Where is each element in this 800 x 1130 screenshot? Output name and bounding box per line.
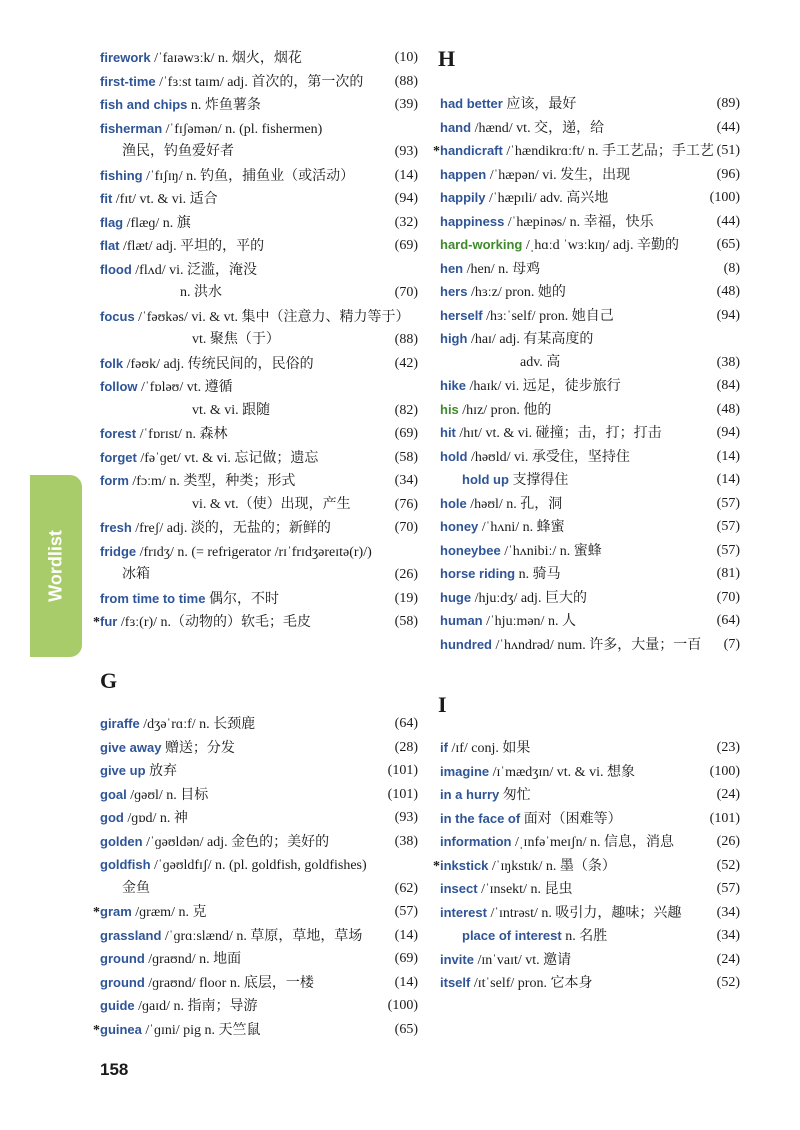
entry-text <box>440 785 531 806</box>
entry-text <box>180 283 222 303</box>
definition: 金鱼 <box>122 880 150 896</box>
headword: high <box>440 331 468 346</box>
definition: 匆忙 <box>502 788 531 803</box>
page-ref: (65) <box>716 237 740 252</box>
definition: /hɜːz/ pron. 她的 <box>470 285 566 300</box>
page-ref: (32) <box>394 214 418 230</box>
page-ref: (94) <box>394 191 418 206</box>
entry-text <box>440 832 674 853</box>
headword: hundred <box>440 636 492 652</box>
definition: /dʒəˈrɑːf/ n. 长颈鹿 <box>143 717 256 732</box>
definition: /ɡɒd/ n. 神 <box>127 811 188 826</box>
entry-text <box>100 785 208 806</box>
entry-text <box>440 611 576 632</box>
entry-text <box>100 72 363 93</box>
definition: 偶尔，不时 <box>208 591 279 607</box>
page-ref: (57) <box>716 519 740 534</box>
headword: hand <box>440 119 472 135</box>
headword: information <box>440 834 512 849</box>
definition: /frɪdʒ/ n. (= refrigerator /rɪˈfrɪdʒəreɪtə(r)/) <box>139 544 372 560</box>
entry-text <box>100 119 322 140</box>
entry-text <box>100 354 314 375</box>
definition: /ˈfaɪəwɜːk/ n. 烟火，烟花 <box>154 51 302 66</box>
headword: inkstick <box>440 857 489 873</box>
headword: fisherman <box>100 120 163 136</box>
entry-text <box>100 166 354 187</box>
entry-text <box>440 950 571 971</box>
star-marker: * <box>93 1022 100 1038</box>
definition: /hɪz/ pron. 他的 <box>462 402 552 418</box>
entry-text <box>100 973 314 994</box>
star-marker: * <box>93 615 100 630</box>
entry-text <box>433 856 616 877</box>
entry-text <box>440 879 572 900</box>
entry-text <box>440 903 681 924</box>
entry-text <box>100 738 235 759</box>
page-ref: (44) <box>716 119 740 135</box>
definition: /haɪ/ adj. 有某高度的 <box>470 332 594 347</box>
entry-text <box>100 424 227 445</box>
headword: huge <box>440 589 472 605</box>
definition: /ˈfɒləʊ/ vt. 遵循 <box>141 380 233 395</box>
entry-text <box>192 495 351 515</box>
entry-text <box>100 448 318 469</box>
page-number: 158 <box>100 1060 129 1079</box>
page-ref: (7) <box>723 636 740 652</box>
headword: ground <box>100 951 145 966</box>
page-ref: (14) <box>716 448 740 464</box>
entry-text <box>440 94 576 115</box>
section-letter-h: H <box>438 46 456 71</box>
entry-text <box>122 879 150 899</box>
headword: focus <box>100 308 135 324</box>
definition: /ɡaɪd/ n. 指南；导游 <box>138 999 258 1014</box>
headword: honeybee <box>440 542 501 558</box>
headword: hike <box>440 378 467 393</box>
definition: n. 骑马 <box>518 567 561 582</box>
section-letter-g: G <box>100 668 118 693</box>
page-ref: (101) <box>387 786 418 802</box>
definition: /ˈɡəʊldən/ adj. 金色的；美好的 <box>146 834 330 850</box>
definition: /ˈhʌndrəd/ num. 许多，大量；一百 <box>495 637 702 653</box>
page-ref: (101) <box>387 763 418 778</box>
definition: /ˌɪnfəˈmeɪʃn/ n. 信息，消息 <box>515 835 675 850</box>
headword: fishing <box>100 167 143 183</box>
page-ref: (69) <box>394 951 418 966</box>
page-ref: (14) <box>394 974 418 990</box>
page-ref: (58) <box>394 614 418 629</box>
headword: forest <box>100 426 137 441</box>
definition: /həʊld/ vi. 承受住，坚持住 <box>470 449 630 465</box>
page-ref: (48) <box>716 401 740 417</box>
definition: /fəˈɡet/ vt. & vi. 忘记做；遗忘 <box>140 450 319 466</box>
entry-text <box>440 738 530 759</box>
page-ref: (82) <box>394 402 418 418</box>
headword: ground <box>100 974 145 990</box>
definition: /haɪk/ vi. 远足，徒步旅行 <box>469 379 621 394</box>
star-marker: * <box>433 144 440 159</box>
page-ref: (64) <box>716 613 740 628</box>
definition: /ɡəʊl/ n. 目标 <box>130 787 209 803</box>
definition: 应该，最好 <box>506 97 577 112</box>
headword: from time to time <box>100 590 206 606</box>
page-ref: (34) <box>716 928 740 943</box>
entry-text <box>440 282 566 303</box>
definition: /hɪt/ vt. & vi. 碰撞；击，打；打击 <box>459 426 662 441</box>
page-ref: (65) <box>394 1021 418 1037</box>
entry-text <box>440 541 602 562</box>
entry-text <box>440 165 630 186</box>
headword: horse riding <box>440 566 516 581</box>
headword: itself <box>440 975 471 990</box>
entry-text <box>440 447 630 468</box>
headword: in a hurry <box>440 787 500 802</box>
entry-text <box>192 401 270 421</box>
entry-text <box>100 213 191 234</box>
page-ref: (57) <box>716 542 740 558</box>
headword: happiness <box>440 213 505 229</box>
page-ref: (34) <box>716 904 740 920</box>
headword: fur <box>100 614 118 629</box>
page-ref: (28) <box>394 739 418 755</box>
headword: god <box>100 810 124 825</box>
page-ref: (70) <box>394 285 418 300</box>
definition: /fəʊk/ adj. 传统民间的，民俗的 <box>126 356 314 372</box>
definition: /ˌhɑːd ˈwɜːkɪŋ/ adj. 辛勤的 <box>525 238 679 253</box>
definition: n. 炸鱼薯条 <box>190 98 261 113</box>
page-ref: (94) <box>716 307 740 323</box>
definition: /ˈɪŋkstɪk/ n. 墨（条） <box>491 858 616 874</box>
definition: /ˈfɪʃɪŋ/ n. 钓鱼，捕鱼业（或活动） <box>146 168 355 184</box>
page-ref: (100) <box>387 998 418 1013</box>
page-ref: (24) <box>716 787 740 802</box>
page-ref: (58) <box>394 449 418 465</box>
entry-text <box>100 589 279 610</box>
entry-text <box>100 855 367 876</box>
page-ref: (52) <box>716 857 740 873</box>
page-ref: (10) <box>394 50 418 65</box>
entry-text <box>520 353 560 373</box>
definition: /fɔːm/ n. 类型，种类；形式 <box>132 474 296 489</box>
entry-text <box>100 95 261 116</box>
definition: 面对（困难等） <box>523 811 622 827</box>
page-ref: (88) <box>394 73 418 89</box>
page-ref: (57) <box>716 495 740 511</box>
entry-text <box>100 189 218 210</box>
definition: /hen/ n. 母鸡 <box>466 261 541 277</box>
page-ref: (48) <box>716 284 740 299</box>
headword: giraffe <box>100 716 140 731</box>
definition: /ɪˈmædʒɪn/ vt. & vi. 想象 <box>492 764 635 780</box>
page-ref: (38) <box>394 833 418 849</box>
headword: golden <box>100 833 143 849</box>
entry-text <box>100 714 255 735</box>
definition: /ˈfɜːst taɪm/ adj. 首次的，第一次的 <box>159 74 364 90</box>
headword: herself <box>440 307 483 323</box>
headword: gram <box>100 904 132 919</box>
wordlist-side-tab <box>30 475 82 657</box>
definition: /həʊl/ n. 孔，洞 <box>470 496 563 512</box>
entry-text <box>100 832 329 853</box>
definition: /hɜːˈself/ pron. 她自己 <box>486 308 614 324</box>
page-ref: (93) <box>394 144 418 159</box>
page-ref: (14) <box>394 927 418 943</box>
page-ref: (19) <box>394 590 418 606</box>
headword: happily <box>440 190 486 205</box>
headword: folk <box>100 355 124 371</box>
page-ref: (101) <box>709 810 740 826</box>
page-ref: (51) <box>716 143 740 158</box>
wordlist-tab-label: Wordlist <box>45 530 66 602</box>
definition: 渔民，钓鱼爱好者 <box>122 144 234 159</box>
definition: /ˈhændikrɑːft/ n. 手工艺品；手工艺 <box>506 144 714 159</box>
headword: hit <box>440 425 456 440</box>
headword: firework <box>100 50 151 65</box>
section-letter-i: I <box>438 692 447 717</box>
headword: give up <box>100 763 146 778</box>
headword: hold <box>440 448 468 464</box>
definition: vt. & vi. 跟随 <box>192 402 271 418</box>
headword: first-time <box>100 73 156 89</box>
entry-text <box>440 235 679 256</box>
headword: honey <box>440 519 479 534</box>
entry-text <box>93 612 311 633</box>
definition: 赠送；分发 <box>164 740 235 756</box>
page-ref: (14) <box>716 472 740 487</box>
definition: /freʃ/ adj. 淡的，无盐的；新鲜的 <box>135 521 331 536</box>
entry-text <box>440 423 662 444</box>
page-ref: (23) <box>716 740 740 755</box>
entry-text <box>462 470 568 491</box>
entry-text <box>100 260 257 281</box>
definition: /ˈfəʊkəs/ vi. & vt. 集中（注意力、精力等于） <box>138 309 410 325</box>
definition: n. 洪水 <box>180 285 222 300</box>
definition: /ˈfɒrɪst/ n. 森林 <box>139 427 228 442</box>
sub-headword: place of interest <box>462 928 562 943</box>
page-ref: (38) <box>716 354 740 370</box>
page-ref: (64) <box>394 716 418 731</box>
page-ref: (57) <box>716 881 740 896</box>
entry-text <box>440 517 565 538</box>
page-ref: (76) <box>394 496 418 512</box>
definition: /ɡraʊnd/ floor n. 底层，一楼 <box>148 975 314 991</box>
headword: follow <box>100 379 138 394</box>
entry-text <box>440 306 614 327</box>
entry-text <box>440 212 654 233</box>
definition: /ˈɡəʊldfɪʃ/ n. (pl. goldfish, goldfishes) <box>154 858 367 873</box>
page-ref: (26) <box>394 567 418 582</box>
definition: /ˈɡɪni/ pig n. 天竺鼠 <box>145 1022 261 1038</box>
entry-text <box>100 518 331 539</box>
entry-text <box>440 494 562 515</box>
page-ref: (81) <box>716 566 740 581</box>
headword: if <box>440 740 448 755</box>
page-ref: (44) <box>716 213 740 229</box>
definition: /hænd/ vt. 交，递，给 <box>474 120 605 136</box>
page-ref: (100) <box>709 763 740 779</box>
entry-text <box>440 259 540 280</box>
page-ref: (70) <box>394 520 418 535</box>
definition: /ˈɪntrəst/ n. 吸引力，趣味；兴趣 <box>490 905 682 921</box>
page-ref: (94) <box>716 425 740 440</box>
page-ref: (62) <box>394 880 418 896</box>
headword: flood <box>100 261 132 277</box>
entry-text <box>100 377 233 398</box>
entry-text <box>440 809 622 830</box>
entry-text <box>100 542 372 563</box>
entry-text <box>440 588 587 609</box>
headword: in the face of <box>440 810 521 826</box>
page-ref: (96) <box>716 166 740 182</box>
headword: hen <box>440 260 464 276</box>
entry-text <box>440 118 604 139</box>
page-ref: (70) <box>716 589 740 605</box>
definition: /ɪf/ conj. 如果 <box>451 741 531 756</box>
definition: 放弃 <box>149 764 178 779</box>
page-ref: (14) <box>394 167 418 183</box>
page-ref: (39) <box>394 97 418 112</box>
headword: goal <box>100 786 127 802</box>
definition: /ɪnˈvaɪt/ vt. 邀请 <box>477 952 572 968</box>
entry-text <box>100 926 362 947</box>
entry-text <box>440 635 701 656</box>
sub-headword: hold up <box>462 472 509 487</box>
headword: form <box>100 473 129 488</box>
definition: /ˈhʌnibiː/ n. 蜜蜂 <box>504 543 602 559</box>
headword: handicraft <box>440 143 503 158</box>
page-ref: (24) <box>716 951 740 967</box>
definition: /hjuːdʒ/ adj. 巨大的 <box>474 590 587 606</box>
page-ref: (93) <box>394 810 418 825</box>
definition: /ˈhæpɪli/ adv. 高兴地 <box>489 191 609 206</box>
definition: /ɡræm/ n. 克 <box>135 905 207 920</box>
headword: give away <box>100 739 162 755</box>
entry-text <box>100 236 264 257</box>
definition: /ˈhʌni/ n. 蜂蜜 <box>481 520 565 535</box>
definition: /flæɡ/ n. 旗 <box>126 215 191 231</box>
headword: interest <box>440 904 487 920</box>
entry-text <box>122 142 234 162</box>
headword: hard-working <box>440 237 523 252</box>
entry-text <box>440 376 621 397</box>
headword: fit <box>100 191 113 206</box>
definition: vi. & vt.（使）出现，产生 <box>192 496 351 512</box>
headword: guinea <box>100 1021 142 1037</box>
headword: had better <box>440 96 503 111</box>
definition: /flæt/ adj. 平坦的，平的 <box>123 239 265 254</box>
page-ref: (88) <box>394 332 418 347</box>
entry-text <box>100 48 302 69</box>
entry-text <box>100 307 410 328</box>
definition: /ˈhæpən/ vi. 发生，出现 <box>489 167 631 183</box>
headword: insect <box>440 881 478 896</box>
page-ref: (100) <box>709 190 740 205</box>
entry-text <box>100 761 177 782</box>
star-marker: * <box>433 858 440 874</box>
entry-text <box>440 400 551 421</box>
definition: /ˈɪnsekt/ n. 昆虫 <box>481 882 573 897</box>
entry-text <box>192 330 280 350</box>
entry-text <box>93 1020 261 1041</box>
headword: imagine <box>440 763 490 779</box>
definition: 支撑得住 <box>512 473 569 488</box>
headword: human <box>440 613 483 628</box>
entry-text <box>100 996 258 1017</box>
headword: goldfish <box>100 857 151 872</box>
page-ref: (69) <box>394 426 418 441</box>
page-ref: (8) <box>723 260 740 276</box>
headword: forget <box>100 449 137 465</box>
headword: flat <box>100 238 120 253</box>
entry-text <box>462 926 607 947</box>
entry-text <box>100 949 241 970</box>
headword: happen <box>440 166 487 182</box>
entry-text <box>440 762 635 783</box>
star-marker: * <box>93 905 100 920</box>
definition: /ˈhæpinəs/ n. 幸福，快乐 <box>507 214 654 230</box>
definition: /fɪt/ vt. & vi. 适合 <box>115 192 218 207</box>
headword: flag <box>100 214 124 230</box>
page-ref: (57) <box>394 904 418 919</box>
definition: /ɡraʊnd/ n. 地面 <box>148 952 242 967</box>
headword: fish and chips <box>100 97 188 112</box>
definition: adv. 高 <box>520 354 561 370</box>
page-ref: (34) <box>394 473 418 488</box>
headword: hers <box>440 284 468 299</box>
definition: /flʌd/ vi. 泛滥，淹没 <box>135 262 257 278</box>
entry-text <box>122 565 150 585</box>
headword: hole <box>440 495 467 511</box>
entry-text <box>440 188 608 209</box>
definition: /ɪtˈself/ pron. 它本身 <box>473 976 593 991</box>
headword: grassland <box>100 927 162 943</box>
entry-text <box>440 973 592 994</box>
page-ref: (89) <box>716 96 740 111</box>
entry-text <box>93 902 206 923</box>
definition: 冰箱 <box>122 567 150 582</box>
page-ref: (52) <box>716 975 740 990</box>
headword: his <box>440 401 459 417</box>
headword: fresh <box>100 520 132 535</box>
page-ref: (84) <box>716 378 740 393</box>
entry-text <box>433 141 714 162</box>
definition: /ˈhjuːmən/ n. 人 <box>486 614 576 629</box>
definition: vt. 聚焦（于） <box>192 332 280 347</box>
headword: invite <box>440 951 474 967</box>
headword: guide <box>100 998 135 1013</box>
entry-text <box>100 808 188 829</box>
definition: /ˈfɪʃəmən/ n. (pl. fishermen) <box>165 121 323 137</box>
headword: fridge <box>100 543 137 559</box>
page-ref: (42) <box>394 355 418 371</box>
entry-text <box>440 329 593 350</box>
definition: /ˈɡrɑːslænd/ n. 草原，草地，草场 <box>164 928 363 944</box>
entry-text <box>100 471 295 492</box>
page-ref: (26) <box>716 834 740 849</box>
page-ref: (69) <box>394 238 418 253</box>
definition: /fɜː(r)/ n.（动物的）软毛；毛皮 <box>120 615 312 630</box>
entry-text <box>440 564 561 585</box>
definition: n. 名胜 <box>565 929 608 944</box>
